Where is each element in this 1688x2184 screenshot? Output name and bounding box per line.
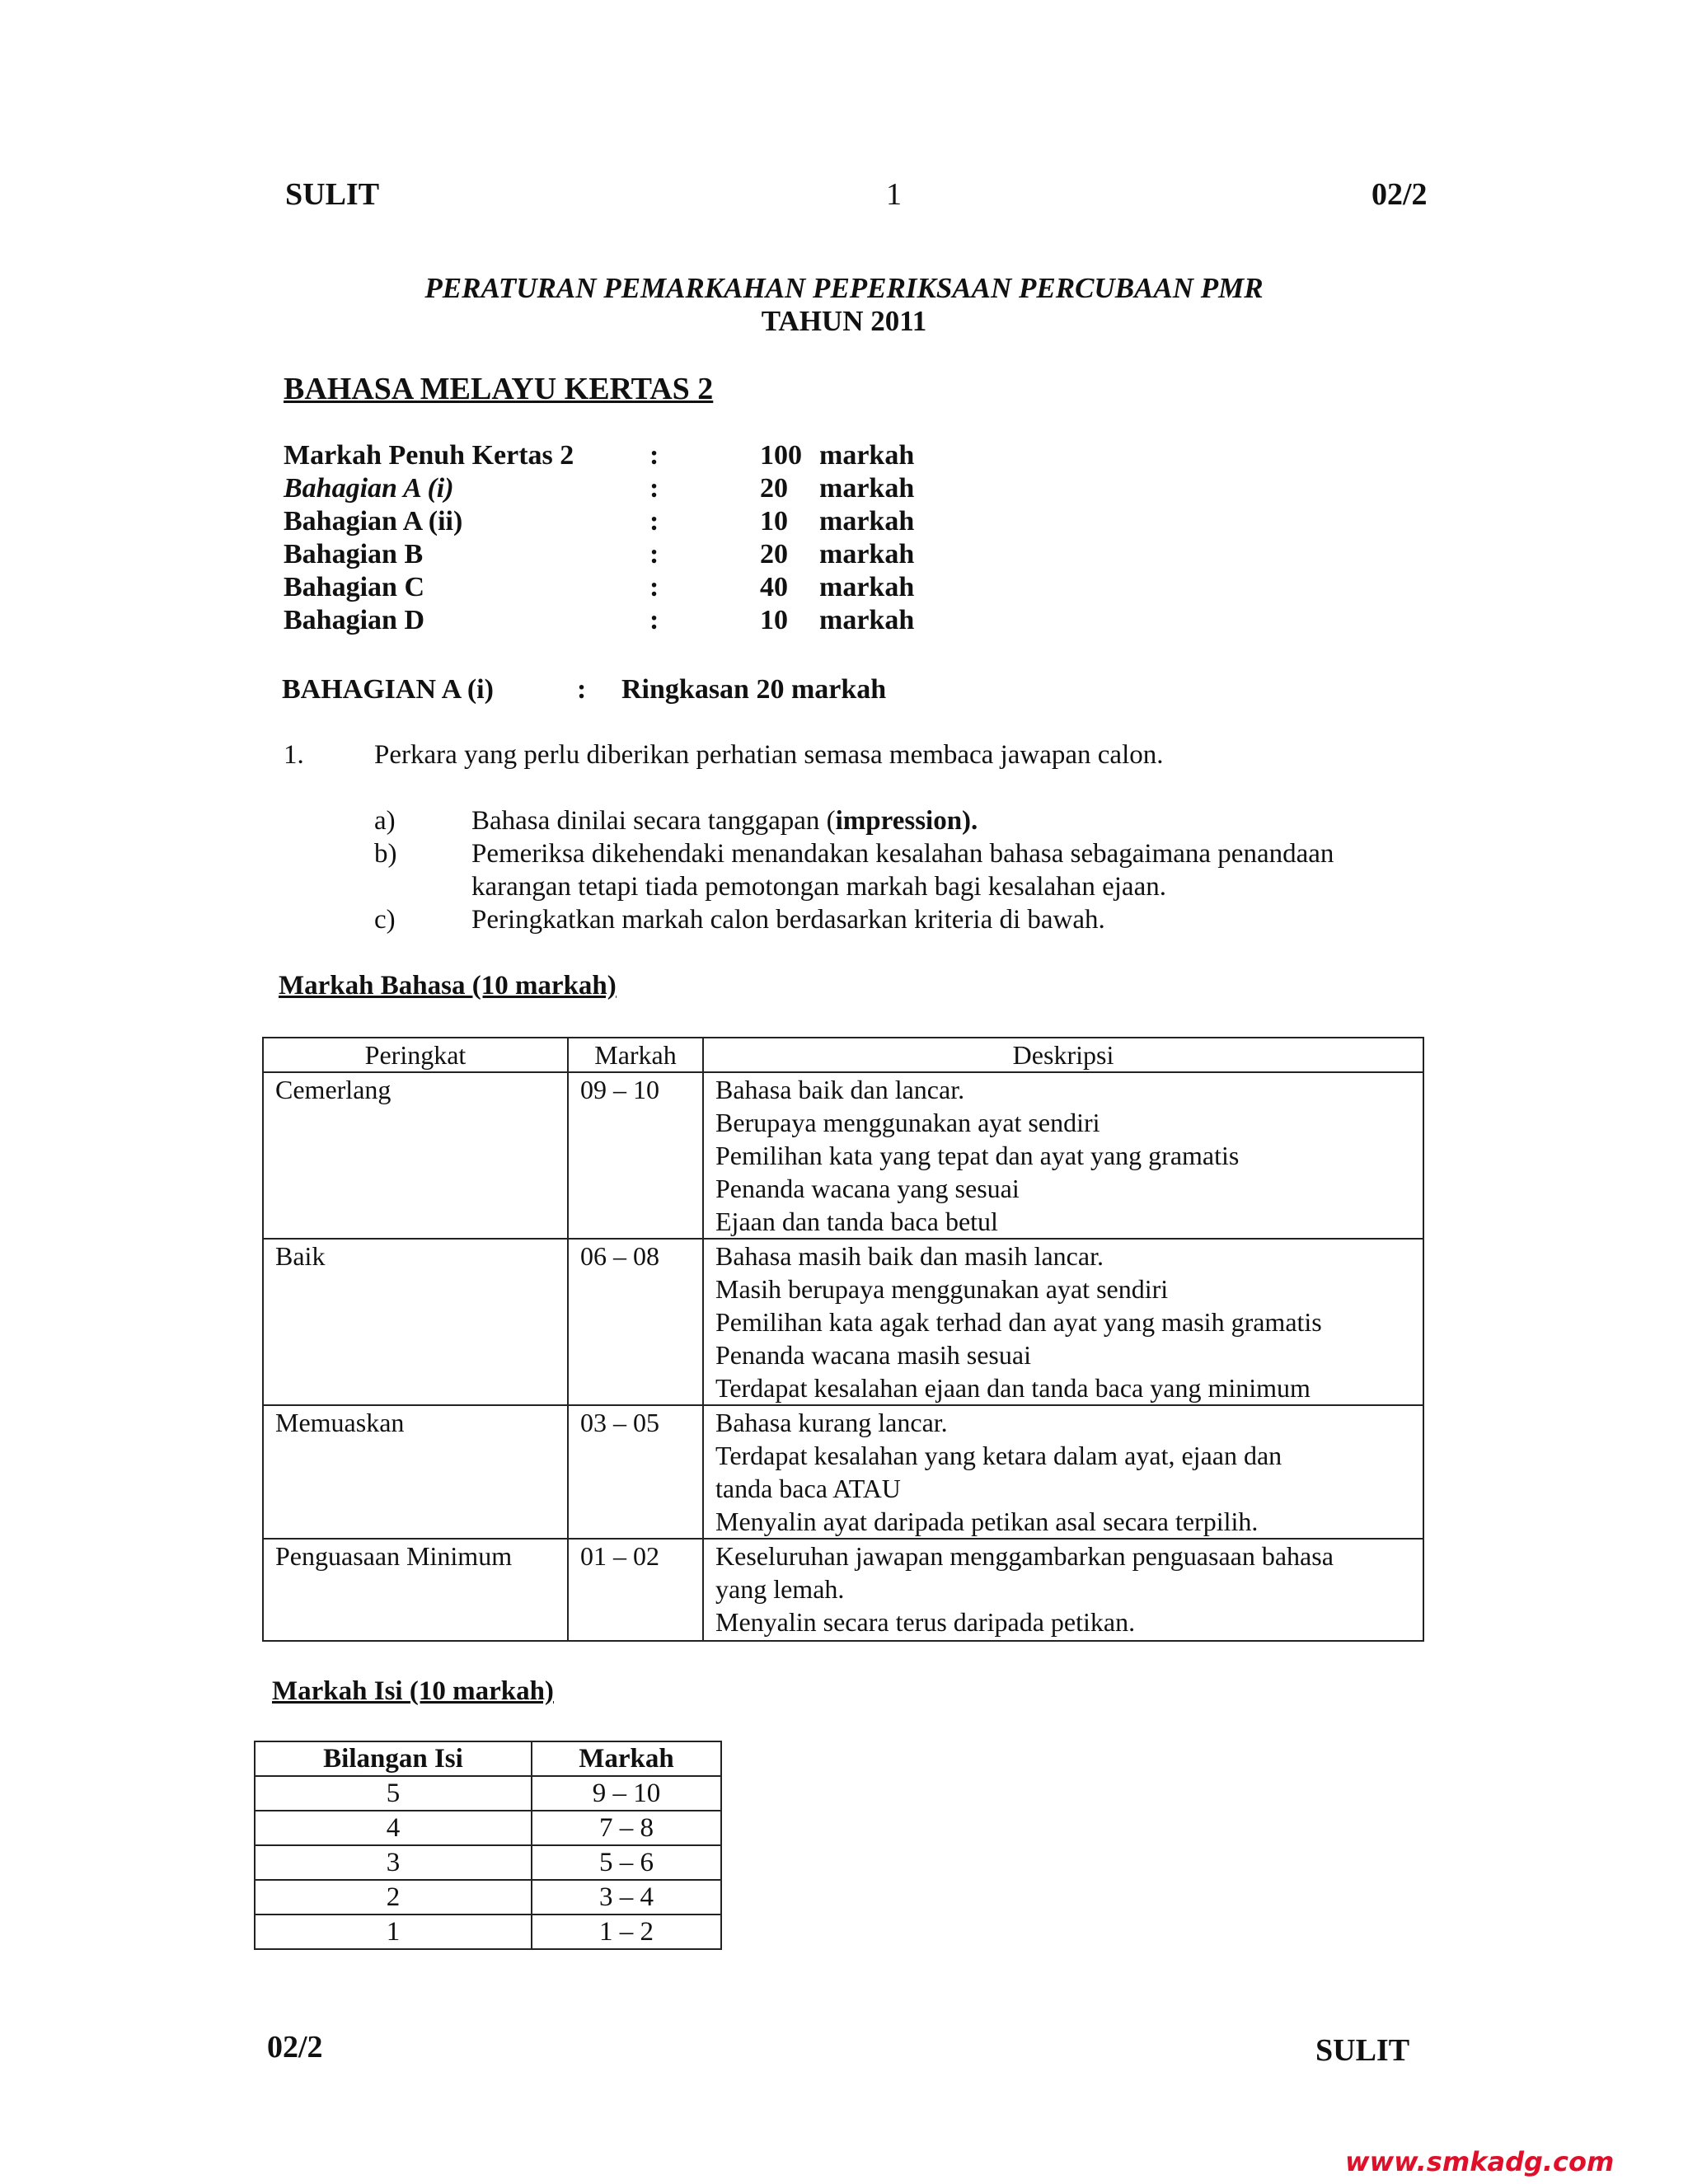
marks-label: Bahagian D <box>284 605 424 635</box>
point-b-label: b) <box>374 839 397 869</box>
isi-count: 3 <box>255 1845 532 1880</box>
marks-unit: markah <box>819 605 915 635</box>
desc-line: Penanda wacana masih sesuai <box>715 1340 1031 1370</box>
desc-line: Pemilihan kata yang tepat dan ayat yang gramatis <box>715 1141 1240 1170</box>
desc-line: Pemilihan kata agak terhad dan ayat yang masih gramatis <box>715 1307 1322 1337</box>
marks-value: 10 <box>760 506 788 537</box>
page-number: 1 <box>886 177 902 212</box>
table-row <box>263 1539 1423 1641</box>
marks-label: Bahagian A (ii) <box>284 506 463 537</box>
row-desc <box>703 1539 1423 1641</box>
marks-value: 10 <box>760 605 788 635</box>
desc-line: Bahasa masih baik dan masih lancar. <box>715 1241 1104 1271</box>
document-year: TAHUN 2011 <box>761 305 927 337</box>
header-level: Peringkat <box>263 1038 568 1072</box>
marks-unit: markah <box>819 506 915 537</box>
watermark-url[interactable]: www.smkadg.com <box>1345 2146 1615 2177</box>
desc-line: Masih berupaya menggunakan ayat sendiri <box>715 1274 1169 1304</box>
isi-mark: 9 – 10 <box>532 1776 721 1811</box>
desc-line: Ejaan dan tanda baca betul <box>715 1207 998 1236</box>
marks-label: Bahagian B <box>284 539 424 569</box>
table-row <box>255 1811 721 1845</box>
section-colon: : <box>577 674 587 705</box>
desc-line: Keseluruhan jawapan menggambarkan penguasaan bahasa <box>715 1541 1334 1571</box>
row-level: Baik <box>263 1239 568 1405</box>
isi-table <box>254 1741 722 1950</box>
marks-unit: markah <box>819 539 915 569</box>
desc-line: Terdapat kesalahan yang ketara dalam ayat, ejaan dan <box>715 1441 1282 1470</box>
row-mark: 06 – 08 <box>568 1239 703 1405</box>
marks-label: Markah Penuh Kertas 2 <box>284 440 574 471</box>
row-desc <box>703 1405 1423 1539</box>
table-row <box>255 1776 721 1811</box>
point-b-line1: Pemeriksa dikehendaki menandakan kesalahan bahasa sebagaimana penandaan <box>471 839 1334 869</box>
marks-unit: markah <box>819 473 915 504</box>
desc-line: Penanda wacana yang sesuai <box>715 1174 1020 1203</box>
row-level: Memuaskan <box>263 1405 568 1539</box>
desc-line: Bahasa baik dan lancar. <box>715 1075 965 1104</box>
section-desc: Ringkasan 20 markah <box>621 674 887 705</box>
footer-code: 02/2 <box>267 2030 323 2064</box>
isi-count: 4 <box>255 1811 532 1845</box>
marks-colon: : <box>649 605 659 635</box>
desc-line: yang lemah. <box>715 1574 845 1604</box>
isi-mark: 5 – 6 <box>532 1845 721 1880</box>
table-header-row <box>255 1741 721 1776</box>
desc-line: Berupaya menggunakan ayat sendiri <box>715 1108 1100 1137</box>
header-mark: Markah <box>568 1038 703 1072</box>
row-mark: 09 – 10 <box>568 1072 703 1239</box>
header-mark: Markah <box>532 1741 721 1776</box>
item-text: Perkara yang perlu diberikan perhatian semasa membaca jawapan calon. <box>374 740 1164 770</box>
marks-label: Bahagian C <box>284 572 424 602</box>
marks-value: 100 <box>760 440 802 471</box>
header-sulit: SULIT <box>285 177 380 212</box>
header-count: Bilangan Isi <box>255 1741 532 1776</box>
header-desc: Deskripsi <box>703 1038 1423 1072</box>
desc-line: Menyalin secara terus daripada petikan. <box>715 1607 1136 1637</box>
table-row <box>263 1405 1423 1539</box>
table-row <box>255 1880 721 1915</box>
row-mark: 03 – 05 <box>568 1405 703 1539</box>
point-a-text <box>471 806 978 837</box>
point-c-text: Peringkatkan markah calon berdasarkan kriteria di bawah. <box>471 905 1105 935</box>
point-c-label: c) <box>374 905 396 935</box>
marks-colon: : <box>649 572 659 602</box>
table-row <box>263 1072 1423 1239</box>
point-a-bold: impression). <box>835 806 978 836</box>
marks-colon: : <box>649 473 659 504</box>
marks-label: Bahagian A (i) <box>284 473 454 504</box>
isi-count: 2 <box>255 1880 532 1915</box>
footer-sulit: SULIT <box>1315 2033 1410 2068</box>
point-b-line2: karangan tetapi tiada pemotongan markah bagi kesalahan ejaan. <box>471 872 1166 902</box>
table-header-row <box>263 1038 1423 1072</box>
marks-unit: markah <box>819 440 915 471</box>
marks-colon: : <box>649 440 659 471</box>
desc-line: Menyalin ayat daripada petikan asal secara terpilih. <box>715 1507 1259 1536</box>
marks-value: 40 <box>760 572 788 602</box>
row-desc <box>703 1239 1423 1405</box>
row-level: Cemerlang <box>263 1072 568 1239</box>
isi-count: 5 <box>255 1776 532 1811</box>
bahasa-heading: Markah Bahasa (10 markah) <box>279 971 617 1001</box>
table-row <box>263 1239 1423 1405</box>
document-title: PERATURAN PEMARKAHAN PEPERIKSAAN PERCUBAAN PMR <box>424 272 1264 304</box>
marks-colon: : <box>649 539 659 569</box>
isi-mark: 7 – 8 <box>532 1811 721 1845</box>
bahasa-criteria-table <box>262 1037 1424 1642</box>
section-label: BAHAGIAN A (i) <box>282 674 494 705</box>
table-row <box>255 1915 721 1949</box>
point-a-main: Bahasa dinilai secara tanggapan ( <box>471 806 836 836</box>
table-row <box>255 1845 721 1880</box>
isi-heading: Markah Isi (10 markah) <box>272 1676 554 1706</box>
isi-count: 1 <box>255 1915 532 1949</box>
marks-value: 20 <box>760 539 788 569</box>
marks-unit: markah <box>819 572 915 602</box>
item-number: 1. <box>284 740 304 770</box>
marks-value: 20 <box>760 473 788 504</box>
desc-line: tanda baca ATAU <box>715 1474 901 1503</box>
isi-mark: 3 – 4 <box>532 1880 721 1915</box>
subject-heading: BAHASA MELAYU KERTAS 2 <box>284 372 714 406</box>
row-desc <box>703 1072 1423 1239</box>
point-a-label: a) <box>374 806 396 836</box>
row-mark: 01 – 02 <box>568 1539 703 1641</box>
desc-line: Terdapat kesalahan ejaan dan tanda baca yang minimum <box>715 1373 1311 1403</box>
desc-line: Bahasa kurang lancar. <box>715 1408 948 1437</box>
marks-colon: : <box>649 506 659 537</box>
isi-mark: 1 – 2 <box>532 1915 721 1949</box>
header-code: 02/2 <box>1372 177 1428 212</box>
row-level: Penguasaan Minimum <box>263 1539 568 1641</box>
